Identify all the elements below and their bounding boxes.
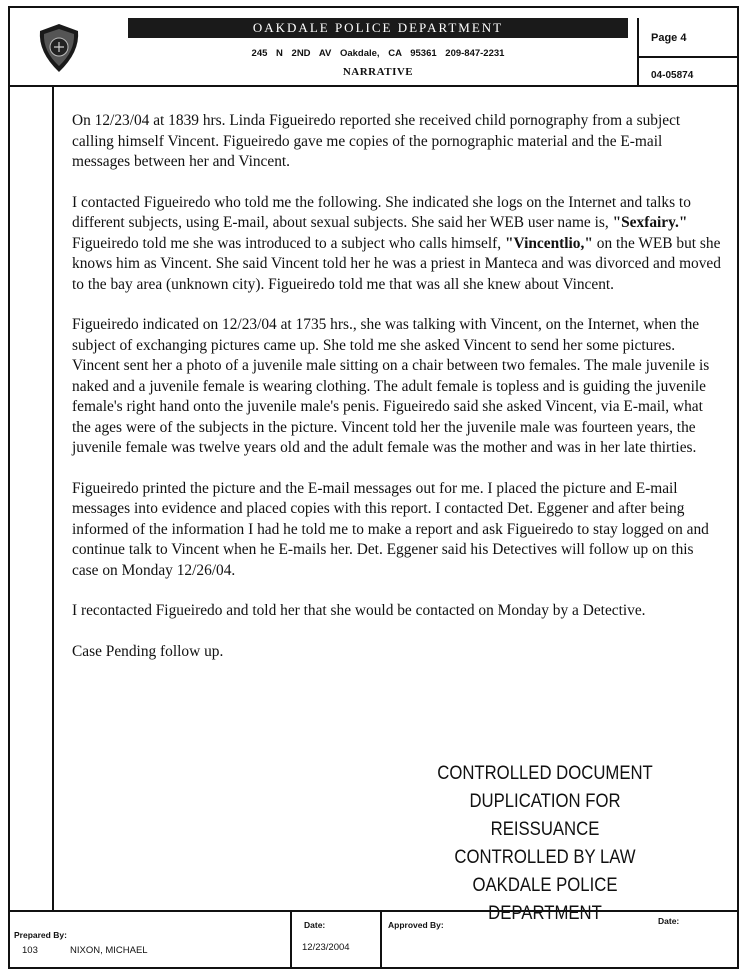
prepared-by-cell [10, 912, 292, 969]
stamp-line: CONTROLLED BY LAW [454, 847, 636, 868]
case-number: 04-05874 [651, 70, 694, 81]
page-number: Page 4 [639, 18, 737, 58]
section-title: NARRATIVE [342, 66, 414, 78]
username-text: "Sexfairy." [612, 214, 688, 231]
narrative-paragraph [72, 193, 722, 296]
stamp-line: DUPLICATION FOR REISSUANCE [469, 791, 621, 840]
report-header [10, 8, 737, 87]
approved-by-cell [382, 912, 737, 969]
department-address [128, 48, 628, 59]
stamp-line: OAKDALE POLICE DEPARTMENT [472, 875, 618, 924]
alias-text: "Vincentlio," [504, 234, 593, 252]
narrative-text: on the WEB but she knows him as Vincent. She said Vincent told her he was a priest in Manteca and was divorced and moved to the bay area (unknown city). Figueiredo told me that was all she knew about Vincent. [72, 234, 721, 293]
narrative-paragraph: On 12/23/04 at 1839 hrs. Linda Figueiredo reported she received child pornography from a subject calling himself Vincent. Figueiredo gave me copies of the pornographic material and the E-mail messages between her and Vincent. [72, 112, 681, 170]
date-label: Date: [304, 920, 326, 930]
prepared-date-cell [292, 912, 382, 969]
approved-by-label: Approved By: [388, 920, 444, 930]
prepared-by-label: Prepared By: [14, 930, 67, 940]
officer-id: 103 [22, 945, 38, 956]
narrative-paragraph: Figueiredo indicated on 12/23/04 at 1735 hrs., she was talking with Vincent, on the Internet, when the subject of exchanging pictures came up. She told me she asked Vincent to send her some pictures. Vincent sent her a photo of a juvenile male sitting on a chair between two females. The male juvenile is naked and a juvenile female is wearing clothing. The adult female is topless and is guiding the juvenile female's right hand onto the juvenile male's penis. Figueiredo said she asked Vincent, via E-mail, what the ages were of the subjects in the picture. Vincent told her the juvenile male was fourteen years, the juvenile female was twelve years old and the adult female was the mother and was in her late thirties. [72, 316, 710, 456]
narrative-body [72, 111, 722, 682]
officer-name: NIXON, MICHAEL [70, 945, 148, 956]
page-info-box [637, 18, 737, 85]
controlled-document-stamp [422, 760, 668, 928]
narrative-paragraph: Figueiredo printed the picture and the E-mail messages out for me. I placed the picture and E-mail messages into evidence and placed copies with this report. I contacted Det. Eggener and after being informed of the information I had he told me to make a report and ask Figueiredo to stay logged on and continue talk to Vincent when he E-mails her. Det. Eggener said his Detectives will follow up on this case on Monday 12/26/04. [72, 479, 709, 579]
report-footer [10, 910, 737, 967]
prepared-date: 12/23/2004 [302, 942, 350, 953]
narrative-text: Figueiredo told me she was introduced to a subject who calls himself, [72, 234, 505, 252]
police-badge-icon [36, 22, 82, 74]
street-address: 245 N 2ND AV [251, 48, 332, 59]
narrative-text: I contacted Figueiredo who told me the following. She indicated she logs on the Internet and talks to different subjects, using E-mail, about sexual subjects. She said her WEB user name is, [72, 193, 691, 231]
city-state-zip: Oakdale, CA 95361 [339, 48, 437, 59]
department-name: OAKDALE POLICE DEPARTMENT [128, 18, 628, 38]
narrative-paragraph: Case Pending follow up. [72, 642, 224, 660]
phone-number: 209-847-2231 [445, 48, 505, 59]
stamp-line: CONTROLLED DOCUMENT [437, 763, 653, 784]
margin-rule [52, 87, 54, 910]
approved-date-label: Date: [658, 916, 680, 926]
report-page [8, 6, 739, 969]
narrative-paragraph: I recontacted Figueiredo and told her that she would be contacted on Monday by a Detective. [72, 602, 646, 619]
